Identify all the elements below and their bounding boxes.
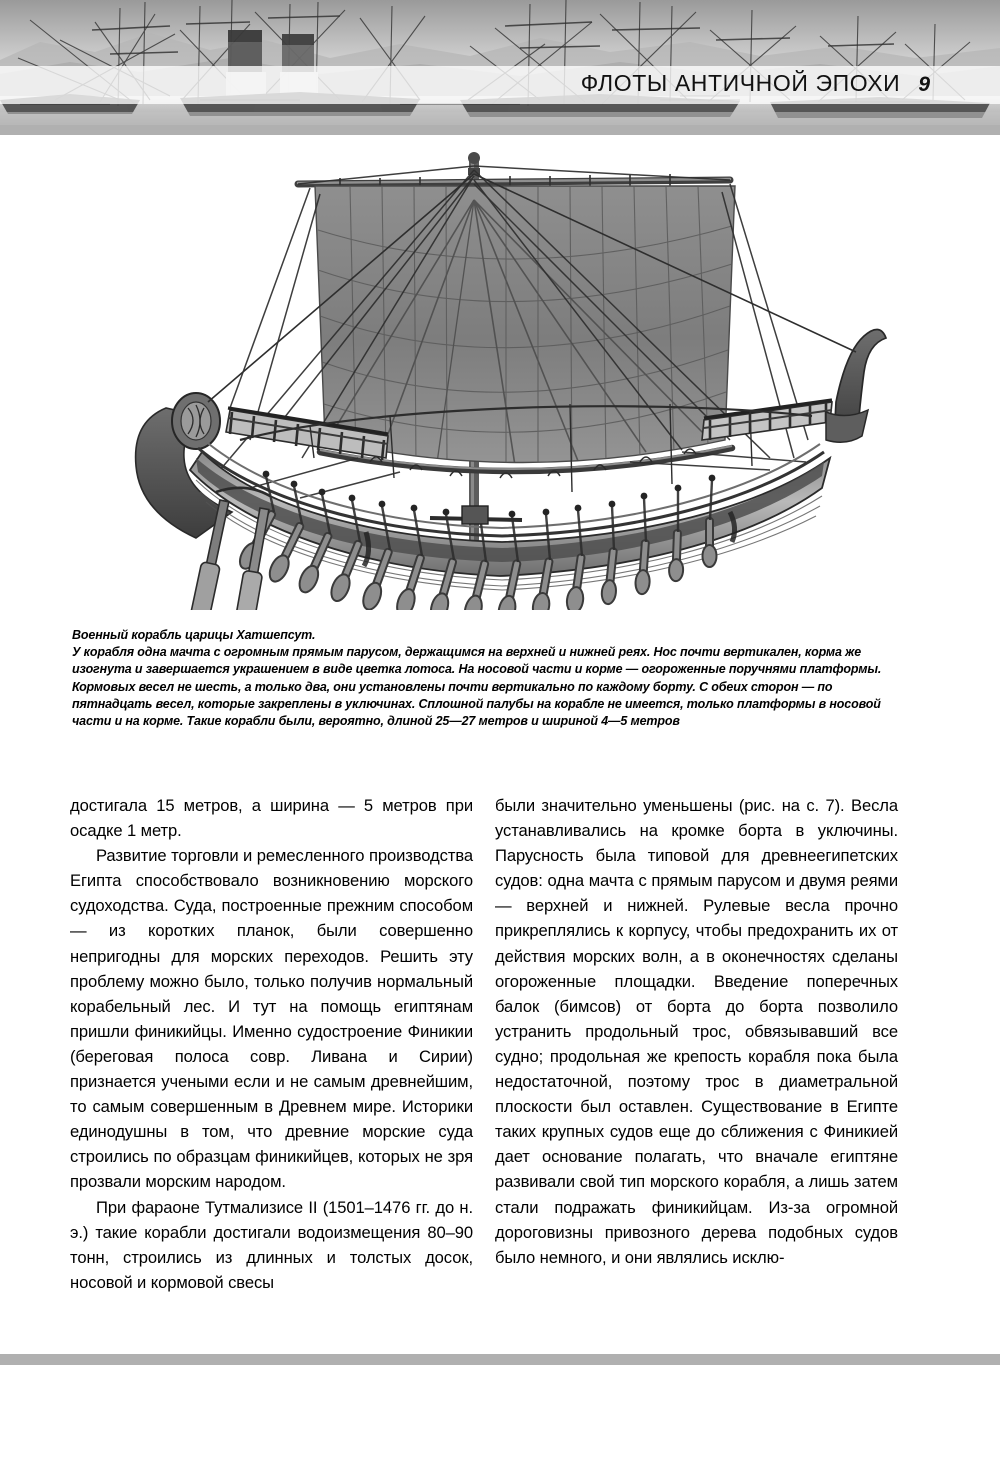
caption-title: Военный корабль царицы Хатшепсут. — [72, 627, 316, 642]
caption-body: У корабля одна мачта с огромным прямым парусом, держащимся на верхней и нижней реях. Нос почти вертикален, корма же изогнута и завершается украшением в виде цветка лотоса. На носовой части и корме — огороженные поручнями платформы. Кормовых весел не шесть, а только два, они установлены почти вертикально по каждому борту. С обеих сторон — по пятнадцать весел, которые закреплены в уключинах. Сплошной палубы на корабле не имеется, только платформы в носовой части и на корме. Такие корабли были, вероятно, длиной 25—27 метров и шириной 4—5 метров — [72, 644, 882, 729]
figure-egyptian-warship — [70, 140, 930, 610]
warship-illustration-svg — [70, 140, 930, 610]
running-head — [581, 70, 930, 97]
footer-divider-rule — [0, 1354, 1000, 1365]
running-head-title: ФЛОТЫ АНТИЧНОЙ ЭПОХИ — [580, 70, 901, 96]
header-divider-rule — [0, 125, 1000, 135]
paragraph: Развитие торговли и ремесленного производства Египта способствовало возникновению морского судоходства. Суда, построенные прежним способом — из коротких планок, были совершенно непригодны для морских переходов. Решить эту проблему можно было, только получив нормальный корабельный лес. И тут на помощь египтянам пришли финикийцы. Именно судостроение Финикии (береговая полоса совр. Ливана и Сирии) признается учеными если и не самым древнейшим, то самым совершенным в Древнем мире. Историки единодушны в том, что древние морские суда строились по образцам финикийцев, которых не зря прозвали морским народом. — [70, 846, 473, 1192]
left-column — [70, 793, 473, 1295]
body-text — [70, 793, 898, 1295]
paragraph: достигала 15 метров, а ширина — 5 метров при осадке 1 метр. — [70, 796, 473, 841]
paragraph: При фараоне Тутмализисе II (1501–1476 гг. до н. э.) такие корабли достигали водоизмещения 80–90 тонн, строились из длинных и толстых досок, носовой и кормовой свесы — [70, 1197, 473, 1292]
right-column — [495, 793, 898, 1295]
page-number: 9 — [918, 73, 930, 96]
paragraph: были значительно уменьшены (рис. на с. 7). Весла устанавливались на кромке борта в уключины. Парусность была типовой для древнеегипетских судов: одна мачта с прямым парусом и двумя реями — верхней и нижней. Рулевые весла прочно прикреплялись к корпусу, чтобы предохранить их от действия морских волн, а в оконечностях сделаны огороженные площадки. Введение поперечных балок (бимсов) от борта до борта позволило устранить продольный трос, обвязывавший все судно; продольная же крепость корабля пока была недостаточной, поэтому трос в диаметральной плоскости был оставлен. Существование в Египте таких крупных судов еще до сближения с Финикией дает основание полагать, что вначале египтяне развивали свой тип морского корабля, а лишь затем стали подражать финикийцам. Из-за огромной дороговизны привозного дерева подобных судов было немного, и они являлись исклю- — [495, 796, 898, 1267]
figure-caption — [72, 626, 893, 729]
